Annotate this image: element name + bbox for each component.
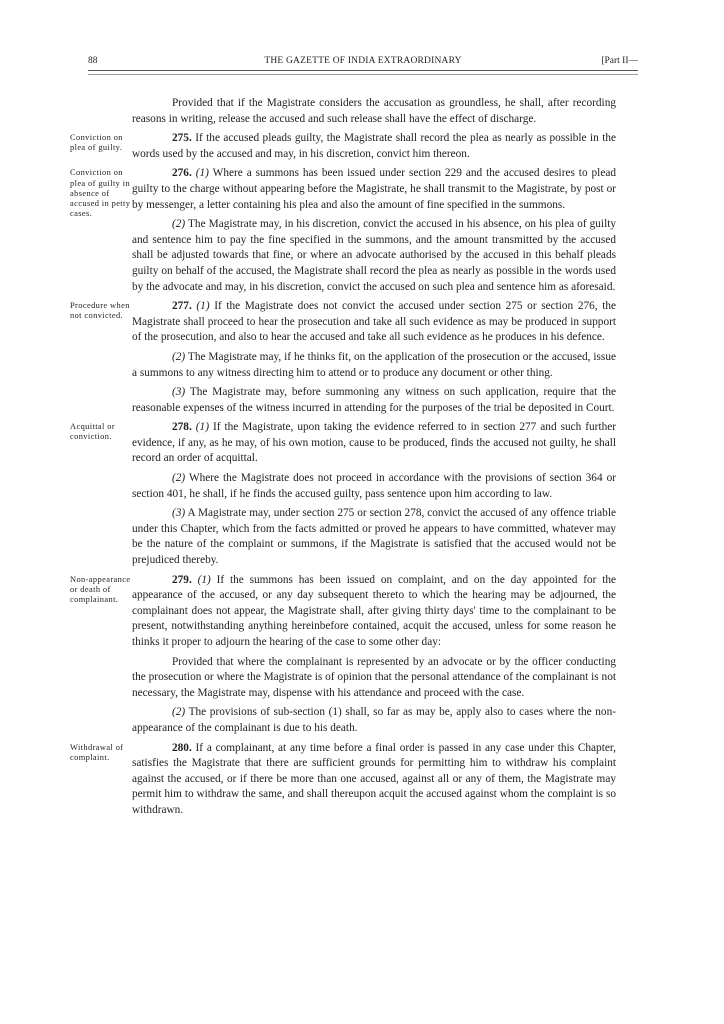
paragraph xyxy=(132,705,616,736)
section-block xyxy=(70,573,640,651)
paragraph-text: If the summons has been issued on complaint, and on the day appointed for the appearance of the accused, or any day subsequent thereto to which the hearing may be adjourned, the complainant does not appear, the Magistrate shall, after giving thirty days' time to the complainant to be present, notwithstanding anything hereinbefore contained, acquit the accused, unless for some reason he thinks it proper to adjourn the hearing of the case to some other day: xyxy=(132,573,616,648)
marginal-note: Procedure when not convicted. xyxy=(70,301,130,321)
subsection-number: (2) xyxy=(172,706,186,719)
section-number: 276. xyxy=(172,167,192,180)
section-block xyxy=(70,741,640,819)
section-block xyxy=(70,166,640,219)
subsection-number: (3) xyxy=(172,386,186,399)
paragraph xyxy=(132,655,616,702)
marginal-note: Conviction on plea of guilty in absence of accused in petty cases. xyxy=(70,168,131,219)
section-block xyxy=(70,350,640,381)
subsection-number: (1) xyxy=(197,573,211,586)
subsection-number: (2) xyxy=(172,218,186,231)
subsection-number: (1) xyxy=(195,421,209,434)
paragraph xyxy=(132,350,616,381)
page-number: 88 xyxy=(88,56,98,66)
section-block xyxy=(70,471,640,502)
marginal-note: Non-appearance or death of complainant. xyxy=(70,574,131,605)
section-number: 280. xyxy=(172,741,192,754)
section-block xyxy=(70,705,640,736)
paragraph-text: The Magistrate may, if he thinks fit, on the application of the prosecution or the accused, issue a summons to any witness directing him to attend or to produce any document or other thing. xyxy=(132,350,616,379)
section-number: 277. xyxy=(172,300,192,313)
paragraph xyxy=(132,420,616,467)
subsection-number: (2) xyxy=(172,350,186,363)
section-block xyxy=(70,299,640,346)
paragraph-text: The provisions of sub-section (1) shall, so far as may be, apply also to cases where the non-appearance of the complainant is due to his death. xyxy=(132,706,616,734)
paragraph xyxy=(132,217,616,295)
paragraph xyxy=(132,741,616,819)
paragraph xyxy=(132,471,616,502)
paragraph-text: If the Magistrate, upon taking the evidence referred to in section 277 and such further evidence, if any, as he may, of his own motion, cause to be produced, finds the accused not guilty, he shall record an order of acquittal. xyxy=(132,421,617,465)
subsection-number: (1) xyxy=(196,300,210,313)
marginal-note: Withdrawal of complaint. xyxy=(70,742,124,762)
paragraph xyxy=(132,506,616,568)
section-block xyxy=(70,96,640,127)
section-block xyxy=(70,131,640,162)
subsection-number: (1) xyxy=(195,167,209,180)
paragraph-text: A Magistrate may, under section 275 or section 278, convict the accused of any offence triable under this Chapter, which from the facts admitted or proved he appears to have committed, whatever may be the nature of the complaint or summons, if the Magistrate is satisfied that the accused would not be prejudiced thereby. xyxy=(132,507,616,567)
paragraph-text: If the Magistrate does not convict the accused under section 275 or section 276, the Magistrate shall proceed to hear the prosecution and take all such evidence as may be produced in support of the prosecution, and also to hear the accused and take all such evidence as he produces in his defence. xyxy=(132,300,617,344)
section-number: 278. xyxy=(172,421,192,434)
paragraph xyxy=(132,385,616,416)
paragraph-text: The Magistrate may, before summoning any witness on such application, require that the reasonable expenses of the witness incurred in attending for the purposes of the trial be deposited in Court. xyxy=(132,386,616,414)
paragraph xyxy=(132,166,616,213)
section-block xyxy=(70,217,640,295)
paragraph-text: If the accused pleads guilty, the Magistrate shall record the plea as nearly as possible in the words used by the accused and may, in his discretion, convict him thereon. xyxy=(132,132,616,160)
gazette-title: THE GAZETTE OF INDIA EXTRAORDINARY xyxy=(264,56,462,66)
paragraph-text: If a complainant, at any time before a final order is passed in any case under this Chapter, satisfies the Magistrate that there are sufficient grounds for permitting him to withdraw his complaint against the accused, or if there be more than one accused, against all or any of them, the Magistrate may permit him to withdraw the same, and shall thereupon acquit the accused against whom the complaint is so withdrawn. xyxy=(132,741,616,816)
part-label: [Part II— xyxy=(601,56,638,66)
paragraph-text: Where the Magistrate does not proceed in accordance with the provisions of section 364 or section 401, he shall, if he finds the accused guilty, pass sentence upon him according to law. xyxy=(132,472,616,500)
subsection-number: (3) xyxy=(172,507,186,520)
paragraph-text: Where a summons has been issued under section 229 and the accused desires to plead guilty to the charge without appearing before the Magistrate, he shall transmit to the Magistrate, by post or by messenger, a letter containing his plea and also the amount of fine specified in the summons. xyxy=(132,167,616,211)
marginal-note: Conviction on plea of guilty. xyxy=(70,133,123,153)
document-body xyxy=(70,96,640,823)
section-number: 279. xyxy=(172,573,192,586)
section-block xyxy=(70,506,640,568)
paragraph xyxy=(132,299,616,346)
paragraph-text: The Magistrate may, in his discretion, convict the accused in his absence, on his plea of guilty and sentence him to pay the fine specified in the summons, and the amount transmitted by the accused shall be adjusted towards that fine, or where an advocate authorised by the accused in this behalf pleads guilty on behalf of the accused, the Magistrate shall record the plea as nearly as possible in the words used by the advocate and may, in his discretion, convict the accused on such plea and sentence him as aforesaid. xyxy=(132,218,616,293)
paragraph xyxy=(132,96,616,127)
section-block xyxy=(70,420,640,467)
header-rule xyxy=(88,70,638,75)
paragraph xyxy=(132,573,616,651)
paragraph-text: Provided that if the Magistrate considers the accusation as groundless, he shall, after recording reasons in writing, release the accused and such release shall have the effect of discharge. xyxy=(132,97,616,125)
paragraph-text: Provided that where the complainant is represented by an advocate or by the officer conducting the prosecution or where the Magistrate is of opinion that the personal attendance of the complainant is not necessary, the Magistrate may, dispense with his attendance and proceed with the case. xyxy=(132,655,616,699)
section-block xyxy=(70,385,640,416)
section-number: 275. xyxy=(172,132,192,145)
section-block xyxy=(70,655,640,702)
paragraph xyxy=(132,131,616,162)
subsection-number: (2) xyxy=(172,472,186,485)
marginal-note: Acquittal or conviction. xyxy=(70,422,116,442)
